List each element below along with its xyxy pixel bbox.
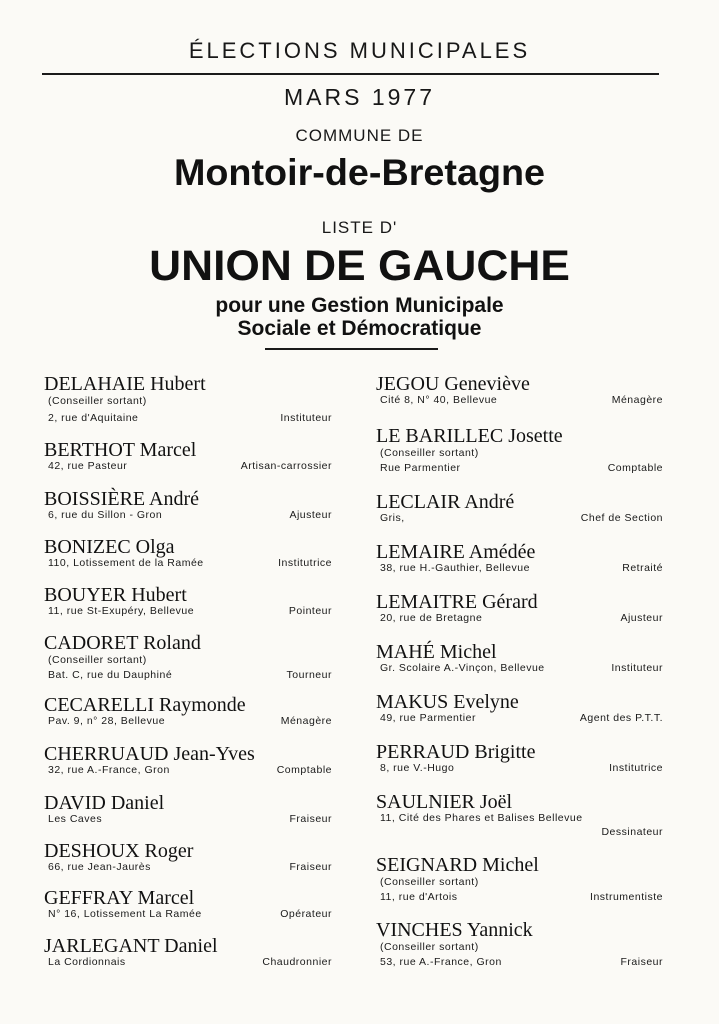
candidate-occupation: Comptable xyxy=(276,764,332,776)
candidate-entry xyxy=(44,489,332,522)
candidate-address: 2, rue d'Aquitaine xyxy=(48,412,139,424)
candidate-entry xyxy=(376,742,663,775)
candidate-address: 11, rue St-Exupéry, Bellevue xyxy=(48,605,195,617)
candidate-entry xyxy=(376,920,663,969)
candidate-address: 38, rue H.-Gauthier, Bellevue xyxy=(380,562,530,574)
middle-divider xyxy=(265,348,438,350)
candidate-name: JEGOU Geneviève xyxy=(376,373,530,395)
candidate-occupation: Chef de Section xyxy=(580,512,663,524)
candidate-occupation: Retraité xyxy=(622,562,663,574)
candidate-occupation: Comptable xyxy=(607,462,663,474)
candidate-occupation: Fraiseur xyxy=(620,956,663,968)
candidate-occupation: Fraiseur xyxy=(289,813,332,825)
candidate-entry xyxy=(376,542,663,575)
candidate-name: CADORET Roland xyxy=(44,632,201,654)
candidate-entry xyxy=(376,792,663,839)
candidate-name: LEMAIRE Amédée xyxy=(376,541,536,563)
candidate-entry xyxy=(376,426,663,475)
candidate-note: (Conseiller sortant) xyxy=(48,654,147,666)
candidate-entry xyxy=(44,374,332,425)
candidate-name: DAVID Daniel xyxy=(44,792,165,814)
candidate-occupation: Institutrice xyxy=(278,557,332,569)
candidate-address: Gr. Scolaire A.-Vinçon, Bellevue xyxy=(380,662,545,674)
candidate-note: (Conseiller sortant) xyxy=(380,876,479,888)
election-date: MARS 1977 xyxy=(283,84,435,110)
candidate-occupation: Tourneur xyxy=(286,669,332,681)
candidate-name: MAHÉ Michel xyxy=(376,641,497,663)
candidate-occupation: Ménagère xyxy=(280,715,332,727)
candidate-occupation: Instituteur xyxy=(280,412,332,424)
candidate-name: PERRAUD Brigitte xyxy=(376,741,536,763)
candidate-note: (Conseiller sortant) xyxy=(380,941,479,953)
candidate-name: SAULNIER Joël xyxy=(376,791,513,813)
candidate-entry xyxy=(376,374,663,407)
candidate-address: Rue Parmentier xyxy=(380,462,461,474)
candidate-name: BERTHOT Marcel xyxy=(44,439,197,461)
candidate-name: DESHOUX Roger xyxy=(44,840,194,862)
subtitle-line-1: pour une Gestion Municipale xyxy=(215,294,504,317)
subtitle-line-2: Sociale et Démocratique xyxy=(237,317,482,340)
candidate-entry xyxy=(376,642,663,675)
candidate-address: Gris, xyxy=(380,512,405,524)
candidate-name: CECARELLI Raymonde xyxy=(44,694,246,716)
candidate-name: CHERRUAUD Jean-Yves xyxy=(44,743,255,765)
commune-label: COMMUNE DE xyxy=(295,126,424,145)
candidate-occupation: Instituteur xyxy=(611,662,663,674)
candidate-address: 6, rue du Sillon - Gron xyxy=(48,509,163,521)
candidate-occupation: Ménagère xyxy=(611,394,663,406)
candidate-name: MAKUS Evelyne xyxy=(376,691,519,713)
candidate-address: Pav. 9, n° 28, Bellevue xyxy=(48,715,166,727)
candidate-address: N° 16, Lotissement La Ramée xyxy=(48,908,202,920)
candidate-entry xyxy=(44,440,332,473)
candidate-occupation: Ajusteur xyxy=(289,509,332,521)
candidate-occupation: Institutrice xyxy=(609,762,663,774)
candidate-occupation: Opérateur xyxy=(280,908,332,920)
list-name: UNION DE GAUCHE xyxy=(149,242,570,290)
town-name: Montoir-de-Bretagne xyxy=(173,152,546,193)
candidate-address: 42, rue Pasteur xyxy=(48,460,128,472)
candidate-entry xyxy=(44,695,332,728)
candidate-entry xyxy=(44,744,332,777)
candidate-address: Les Caves xyxy=(48,813,103,825)
elections-heading: ÉLECTIONS MUNICIPALES xyxy=(188,38,531,63)
candidate-name: BONIZEC Olga xyxy=(44,536,175,558)
candidate-occupation: Fraiseur xyxy=(289,861,332,873)
candidate-entry xyxy=(44,585,332,618)
candidate-name: LEMAITRE Gérard xyxy=(376,591,538,613)
candidate-name: BOUYER Hubert xyxy=(44,584,187,606)
candidate-name: VINCHES Yannick xyxy=(376,919,533,941)
liste-label: LISTE D' xyxy=(321,218,398,237)
candidate-entry xyxy=(44,888,332,921)
candidate-entry xyxy=(376,855,663,904)
candidate-address: Cité 8, N° 40, Bellevue xyxy=(380,394,498,406)
candidate-occupation: Pointeur xyxy=(288,605,332,617)
candidate-address: La Cordionnais xyxy=(48,956,126,968)
candidate-occupation: Artisan-carrossier xyxy=(240,460,332,472)
candidate-entry xyxy=(44,841,332,874)
top-divider xyxy=(42,73,659,75)
candidate-name: LE BARILLEC Josette xyxy=(376,425,563,447)
candidate-name: LECLAIR André xyxy=(376,491,515,513)
candidate-address: 11, Cité des Phares et Balises Bellevue xyxy=(380,812,583,824)
candidate-note: (Conseiller sortant) xyxy=(48,395,147,407)
candidate-entry xyxy=(44,633,332,682)
candidate-occupation: Agent des P.T.T. xyxy=(579,712,663,724)
candidate-address: 11, rue d'Artois xyxy=(380,891,458,903)
candidate-occupation: Instrumentiste xyxy=(590,891,663,903)
candidate-occupation: Chaudronnier xyxy=(262,956,332,968)
candidate-occupation: Ajusteur xyxy=(620,612,663,624)
candidate-occupation: Dessinateur xyxy=(601,826,663,838)
candidate-name: DELAHAIE Hubert xyxy=(44,373,206,395)
candidate-entry xyxy=(376,592,663,625)
candidate-address: 66, rue Jean-Jaurès xyxy=(48,861,151,873)
candidate-name: SEIGNARD Michel xyxy=(376,854,539,876)
candidate-entry xyxy=(44,537,332,570)
candidate-address: 8, rue V.-Hugo xyxy=(380,762,455,774)
candidate-address: 20, rue de Bretagne xyxy=(380,612,483,624)
candidate-address: 32, rue A.-France, Gron xyxy=(48,764,170,776)
candidate-name: BOISSIÈRE André xyxy=(44,488,199,510)
candidate-entry xyxy=(376,692,663,725)
candidate-address: 49, rue Parmentier xyxy=(380,712,476,724)
candidate-entry xyxy=(44,936,332,969)
candidate-address: 110, Lotissement de la Ramée xyxy=(48,557,204,569)
candidate-entry xyxy=(376,492,663,525)
candidate-note: (Conseiller sortant) xyxy=(380,447,479,459)
candidate-address: Bat. C, rue du Dauphiné xyxy=(48,669,173,681)
candidate-entry xyxy=(44,793,332,826)
candidate-name: JARLEGANT Daniel xyxy=(44,935,218,957)
candidate-address: 53, rue A.-France, Gron xyxy=(380,956,502,968)
candidate-name: GEFFRAY Marcel xyxy=(44,887,195,909)
